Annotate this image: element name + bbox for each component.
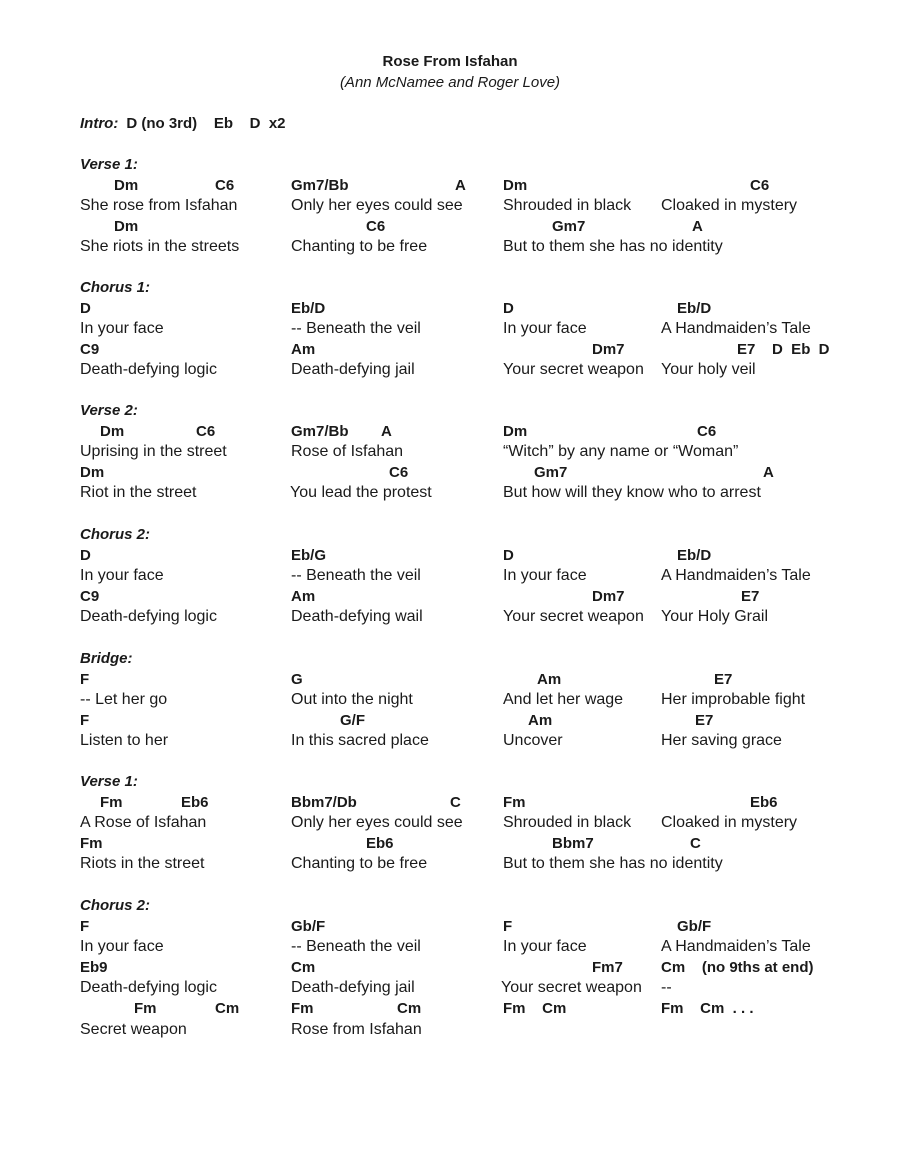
lyric-line: You lead the protest bbox=[290, 484, 432, 502]
chord-label: F bbox=[80, 711, 90, 729]
lyric-line: Your Holy Grail bbox=[661, 608, 769, 626]
chord-label: Fm7 bbox=[592, 958, 623, 976]
chord-label: Fm bbox=[80, 834, 103, 852]
chord-label: A bbox=[763, 463, 774, 481]
lyric-line: Uncover bbox=[503, 732, 563, 750]
chord-label: E7 bbox=[695, 711, 714, 729]
lyric-line: Riot in the street bbox=[80, 484, 197, 502]
chord-label: C6 bbox=[215, 176, 235, 194]
chord-label: Fm bbox=[100, 793, 123, 811]
section-heading: Verse 1: bbox=[80, 156, 138, 173]
chord-label: G/F bbox=[340, 711, 365, 729]
chord-label: Cm bbox=[397, 1000, 422, 1017]
section-heading: Bridge: bbox=[80, 650, 133, 667]
lyric-line: Secret weapon bbox=[80, 1020, 187, 1038]
song-authors: (Ann McNamee and Roger Love) bbox=[339, 74, 561, 91]
chord-label: C6 bbox=[389, 463, 409, 481]
chord-label: C6 bbox=[750, 176, 770, 194]
lyric-line: And let her wage bbox=[503, 691, 624, 709]
chord-label: Dm bbox=[503, 176, 528, 194]
chord-label: Eb/G bbox=[291, 546, 327, 564]
lyric-line: She riots in the streets bbox=[80, 238, 240, 256]
lyric-line: Your secret weapon bbox=[503, 361, 644, 379]
chord-label: G bbox=[291, 670, 303, 688]
chord-label: Eb6 bbox=[181, 793, 209, 811]
chord-label: Dm bbox=[114, 217, 139, 235]
lyric-line: Shrouded in black bbox=[503, 197, 632, 215]
lyric-line: Out into the night bbox=[291, 691, 413, 709]
chord-label: Cm (no 9ths at end) bbox=[661, 958, 814, 976]
chord-label: E7 bbox=[741, 587, 760, 605]
chord-label: D bbox=[503, 299, 514, 317]
chord-label: F bbox=[80, 670, 90, 688]
chord-label: Dm7 bbox=[592, 340, 625, 358]
lyric-line: She rose from Isfahan bbox=[80, 197, 238, 215]
lyric-line: Only her eyes could see bbox=[291, 814, 463, 832]
chord-label: Gb/F bbox=[291, 917, 326, 935]
lyric-line: -- Beneath the veil bbox=[291, 567, 421, 585]
lyric-line: A Rose of Isfahan bbox=[80, 814, 207, 832]
lyric-line: A Handmaiden’s Tale bbox=[661, 567, 811, 585]
chord-label: Eb9 bbox=[80, 958, 108, 976]
chord-label: Am bbox=[291, 340, 316, 358]
lyric-line: In your face bbox=[503, 567, 587, 585]
lyric-line: Her improbable fight bbox=[661, 691, 806, 709]
chord-label: C6 bbox=[196, 422, 216, 440]
chord-label: F bbox=[80, 917, 90, 935]
chord-label: Gm7 bbox=[534, 463, 568, 481]
chord-label: Fm bbox=[291, 1000, 314, 1017]
chord-label: E7 D Eb D bbox=[737, 340, 830, 358]
lyric-line: A Handmaiden’s Tale bbox=[661, 938, 811, 956]
lyric-line: Uprising in the street bbox=[80, 443, 227, 461]
lyric-line: -- Beneath the veil bbox=[291, 320, 421, 338]
lyric-line: Death-defying jail bbox=[291, 361, 415, 379]
chord-label: Cm bbox=[215, 1000, 240, 1017]
lyric-line: Cloaked in mystery bbox=[661, 197, 798, 215]
chord-label: Bbm7 bbox=[552, 834, 594, 852]
intro-line bbox=[80, 115, 286, 132]
lyric-line: -- Let her go bbox=[80, 691, 168, 709]
section-heading: Verse 1: bbox=[80, 773, 138, 790]
lyric-line: Chanting to be free bbox=[291, 855, 428, 873]
chord-label: Dm bbox=[80, 463, 105, 481]
chord-label: Fm bbox=[503, 793, 526, 811]
lyric-line: Riots in the street bbox=[80, 855, 205, 873]
lyric-line: Your secret weapon bbox=[501, 979, 642, 997]
chord-label: Bbm7/Db bbox=[291, 793, 357, 811]
lyric-line: Your holy veil bbox=[661, 361, 756, 379]
chord-label: Am bbox=[537, 670, 562, 688]
lyric-line: Death-defying logic bbox=[80, 979, 217, 997]
section-heading: Verse 2: bbox=[80, 402, 138, 419]
chord-label: C bbox=[690, 834, 701, 852]
chord-label: Fm Cm bbox=[503, 1000, 567, 1017]
chord-label: Am bbox=[528, 711, 553, 729]
chord-label: Cm bbox=[291, 958, 316, 976]
lyric-line: In your face bbox=[80, 320, 164, 338]
chord-label: C9 bbox=[80, 340, 100, 358]
lyric-line: In this sacred place bbox=[291, 732, 429, 750]
chord-label: Gm7/Bb bbox=[291, 422, 349, 440]
section-heading: Chorus 2: bbox=[80, 526, 151, 543]
lyric-line: Only her eyes could see bbox=[291, 197, 463, 215]
section-heading: Chorus 1: bbox=[80, 279, 151, 296]
chord-label: Fm Cm . . . bbox=[661, 1000, 754, 1017]
chord-label: Fm bbox=[134, 1000, 157, 1017]
chord-label: D bbox=[80, 546, 91, 564]
lyric-line: Death-defying logic bbox=[80, 608, 217, 626]
chord-label: A bbox=[455, 176, 466, 194]
lyric-line: But to them she has no identity bbox=[503, 855, 723, 873]
lyric-line: “Witch” by any name or “Woman” bbox=[503, 443, 739, 461]
chord-label: A bbox=[381, 422, 392, 440]
lyric-line: In your face bbox=[80, 938, 164, 956]
chord-label: Eb6 bbox=[366, 834, 394, 852]
lyric-line: Death-defying wail bbox=[291, 608, 423, 626]
lyric-line: Shrouded in black bbox=[503, 814, 632, 832]
chord-label: Dm bbox=[100, 422, 125, 440]
chord-label: Dm bbox=[503, 422, 528, 440]
lyric-line: Your secret weapon bbox=[503, 608, 644, 626]
chord-label: Eb/D bbox=[677, 299, 712, 317]
chord-label: Dm bbox=[114, 176, 139, 194]
lyric-line: In your face bbox=[503, 938, 587, 956]
chord-label: Dm7 bbox=[592, 587, 625, 605]
chord-label: Gm7 bbox=[552, 217, 586, 235]
lyric-line: -- Beneath the veil bbox=[291, 938, 421, 956]
chord-label: E7 bbox=[714, 670, 733, 688]
lyric-line: In your face bbox=[80, 567, 164, 585]
chord-label: C6 bbox=[697, 422, 717, 440]
lyric-line: But how will they know who to arrest bbox=[503, 484, 761, 502]
chord-label: A bbox=[692, 217, 703, 235]
lyric-line: Rose of Isfahan bbox=[291, 443, 404, 461]
lyric-line: A Handmaiden’s Tale bbox=[661, 320, 811, 338]
lyric-line: Death-defying logic bbox=[80, 361, 217, 379]
lyric-line: Cloaked in mystery bbox=[661, 814, 798, 832]
chord-label: Gm7/Bb bbox=[291, 176, 349, 194]
chord-label: Eb6 bbox=[750, 793, 778, 811]
chord-label: D bbox=[503, 546, 514, 564]
lyric-line: Listen to her bbox=[80, 732, 169, 750]
chord-label: F bbox=[503, 917, 513, 935]
chord-label: C9 bbox=[80, 587, 100, 605]
chord-label: Eb/D bbox=[291, 299, 326, 317]
lyric-line: But to them she has no identity bbox=[503, 238, 723, 256]
chord-label: C bbox=[450, 793, 461, 811]
chord-label: D bbox=[80, 299, 91, 317]
intro-chords: D (no 3rd) Eb D x2 bbox=[126, 115, 286, 132]
lyric-line: Chanting to be free bbox=[291, 238, 428, 256]
lyric-line: Her saving grace bbox=[661, 732, 782, 750]
chord-label: Gb/F bbox=[677, 917, 712, 935]
lyric-line: In your face bbox=[503, 320, 587, 338]
chord-label: Am bbox=[291, 587, 316, 605]
song-title: Rose From Isfahan bbox=[382, 53, 518, 70]
section-heading: Chorus 2: bbox=[80, 897, 151, 914]
lyric-line: -- bbox=[661, 979, 672, 997]
lyric-line: Rose from Isfahan bbox=[291, 1020, 422, 1038]
lyric-line: Death-defying jail bbox=[291, 979, 415, 997]
intro-label: Intro: bbox=[80, 115, 119, 132]
chord-label: C6 bbox=[366, 217, 386, 235]
chord-label: Eb/D bbox=[677, 546, 712, 564]
